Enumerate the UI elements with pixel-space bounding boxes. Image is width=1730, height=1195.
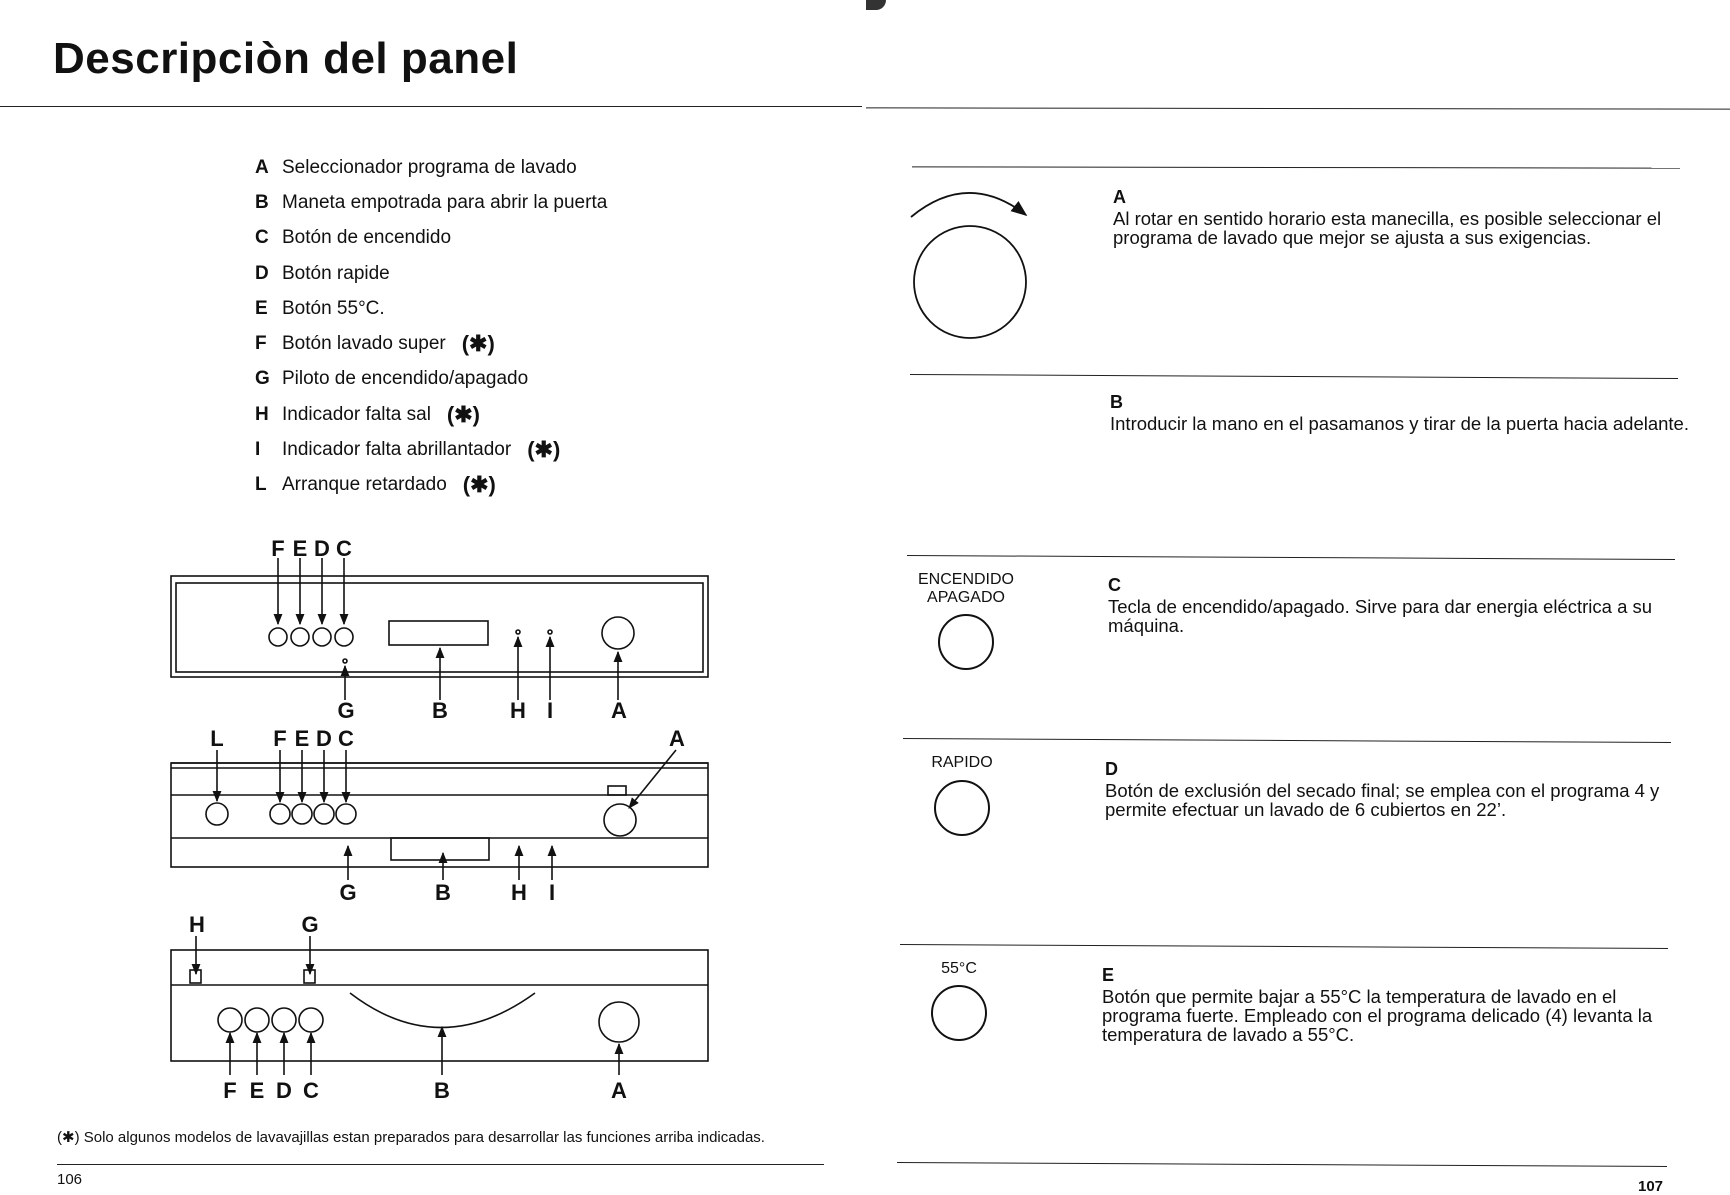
page-gutter [860, 130, 862, 1080]
legend-letter: C [255, 227, 269, 249]
diagram-label: H [510, 698, 526, 723]
diagram-label: A [669, 726, 685, 751]
optional-feature-mark: (✱) [527, 437, 561, 463]
header-rule-right [866, 107, 1730, 109]
header-rule-left [0, 106, 862, 107]
optional-feature-mark: (✱) [446, 401, 481, 427]
legend-text: Botón 55°C. [282, 297, 385, 319]
binding-mark [866, 0, 886, 10]
section-text: Botón de exclusión del secado final; se emplea con el programa 4 y permite efectuar un lavado de 6 cubiertos en 22’. [1105, 780, 1660, 820]
optional-feature-mark: (✱) [461, 331, 495, 357]
program-selector-dial-icon [908, 182, 1038, 342]
section-rule [910, 374, 1678, 379]
optional-feature-mark: (✱) [462, 472, 496, 498]
section-letter: C [1108, 575, 1121, 595]
footer-rule-right [897, 1162, 1667, 1167]
diagram-label: G [339, 880, 357, 905]
section-e [1102, 966, 1682, 1044]
legend-text: Piloto de encendido/apagado [282, 368, 529, 390]
power-button-icon [936, 612, 996, 672]
diagram-label: L [210, 726, 224, 751]
section-rule [900, 944, 1668, 949]
page-number-right: 107 [1638, 1178, 1664, 1195]
diagram-label: E [292, 536, 308, 561]
diagram-label: B [435, 880, 451, 905]
diagram-label: E [249, 1078, 265, 1100]
section-text: Tecla de encendido/apagado. Sirve para dar energia eléctrica a su máquina. [1108, 596, 1653, 636]
legend-letter: E [255, 297, 268, 319]
legend-letter: B [255, 191, 269, 213]
legend-letter: F [255, 333, 267, 355]
legend-text: Seleccionador programa de lavado [282, 156, 577, 178]
legend-text: Botón de encendido [282, 227, 452, 249]
legend-letter: A [255, 156, 269, 178]
diagram-label: G [301, 912, 319, 937]
diagram-label: D [316, 726, 332, 751]
diagram-label: H [511, 880, 527, 905]
section-text: Al rotar en sentido horario esta manecilla, es posible seleccionar el programa de lavado que mejor se ajusta a sus exigencias. [1113, 208, 1662, 248]
section-text: Botón que permite bajar a 55°C la temperatura de lavado en el programa fuerte. Empleado con el programa delicado (4) levanta la temperatura de lavado a 55°C. [1102, 986, 1653, 1045]
temp-button-icon [929, 983, 989, 1043]
page-title: Descripciòn del panel [53, 34, 519, 83]
legend-item [255, 185, 607, 220]
legend-list [255, 150, 607, 503]
diagram-label: B [434, 1078, 450, 1100]
legend-letter: I [255, 439, 261, 461]
temp-button-label: 55°C [941, 960, 977, 977]
legend-item [255, 291, 607, 326]
legend-text: Indicador falta abrillantador [282, 439, 512, 461]
section-rule [907, 555, 1675, 560]
legend-letter: D [255, 262, 269, 284]
legend-item [255, 397, 607, 432]
legend-letter: L [255, 474, 267, 496]
power-button-label: ENCENDIDO APAGADO [917, 571, 1014, 606]
legend-item [255, 221, 607, 256]
section-b [1110, 393, 1690, 433]
diagram-label: C [336, 536, 352, 561]
diagram-label: B [432, 698, 448, 723]
section-letter: B [1110, 392, 1123, 412]
section-a [1113, 188, 1693, 247]
section-letter: E [1102, 965, 1115, 985]
diagram-label: I [546, 698, 554, 723]
section-c [1108, 576, 1688, 635]
diagram-label: C [338, 726, 354, 751]
diagram-label: F [271, 536, 285, 561]
diagram-label: D [276, 1078, 292, 1100]
section-letter: A [1113, 187, 1126, 207]
legend-text: Maneta empotrada para abrir la puerta [282, 191, 608, 213]
legend-text: Botón rapide [282, 262, 390, 284]
legend-item [255, 432, 607, 467]
legend-item [255, 150, 607, 185]
legend-text: Indicador falta sal [282, 403, 431, 425]
section-rule [912, 166, 1680, 168]
diagram-label: I [548, 880, 556, 905]
legend-text: Arranque retardado [282, 474, 447, 496]
diagram-label: C [303, 1078, 319, 1100]
diagram-label: F [273, 726, 287, 751]
legend-item [255, 362, 607, 397]
footnote: (✱) Solo algunos modelos de lavavajillas estan preparados para desarrollar las funciones arriba indicadas. [57, 1129, 765, 1146]
diagram-label: D [314, 536, 330, 561]
legend-item [255, 326, 607, 361]
rapid-button-label: RAPIDO [931, 754, 993, 771]
legend-letter: H [255, 403, 269, 425]
section-rule [903, 738, 1671, 743]
page-number-left: 106 [57, 1171, 83, 1188]
panel-diagrams [160, 530, 720, 1100]
diagram-label: F [223, 1078, 237, 1100]
footer-rule-left [57, 1164, 824, 1165]
section-letter: D [1105, 759, 1118, 779]
section-text: Introducir la mano en el pasamanos y tirar de la puerta hacia adelante. [1110, 413, 1689, 434]
legend-item [255, 468, 607, 503]
diagram-label: H [189, 912, 205, 937]
rapid-button-icon [932, 778, 992, 838]
legend-letter: G [255, 368, 270, 390]
diagram-label: A [611, 698, 627, 723]
diagram-label: A [611, 1078, 627, 1100]
legend-text: Botón lavado super [282, 333, 446, 355]
diagram-label: G [337, 698, 355, 723]
legend-item [255, 256, 607, 291]
section-d [1105, 760, 1685, 819]
diagram-label: E [294, 726, 310, 751]
